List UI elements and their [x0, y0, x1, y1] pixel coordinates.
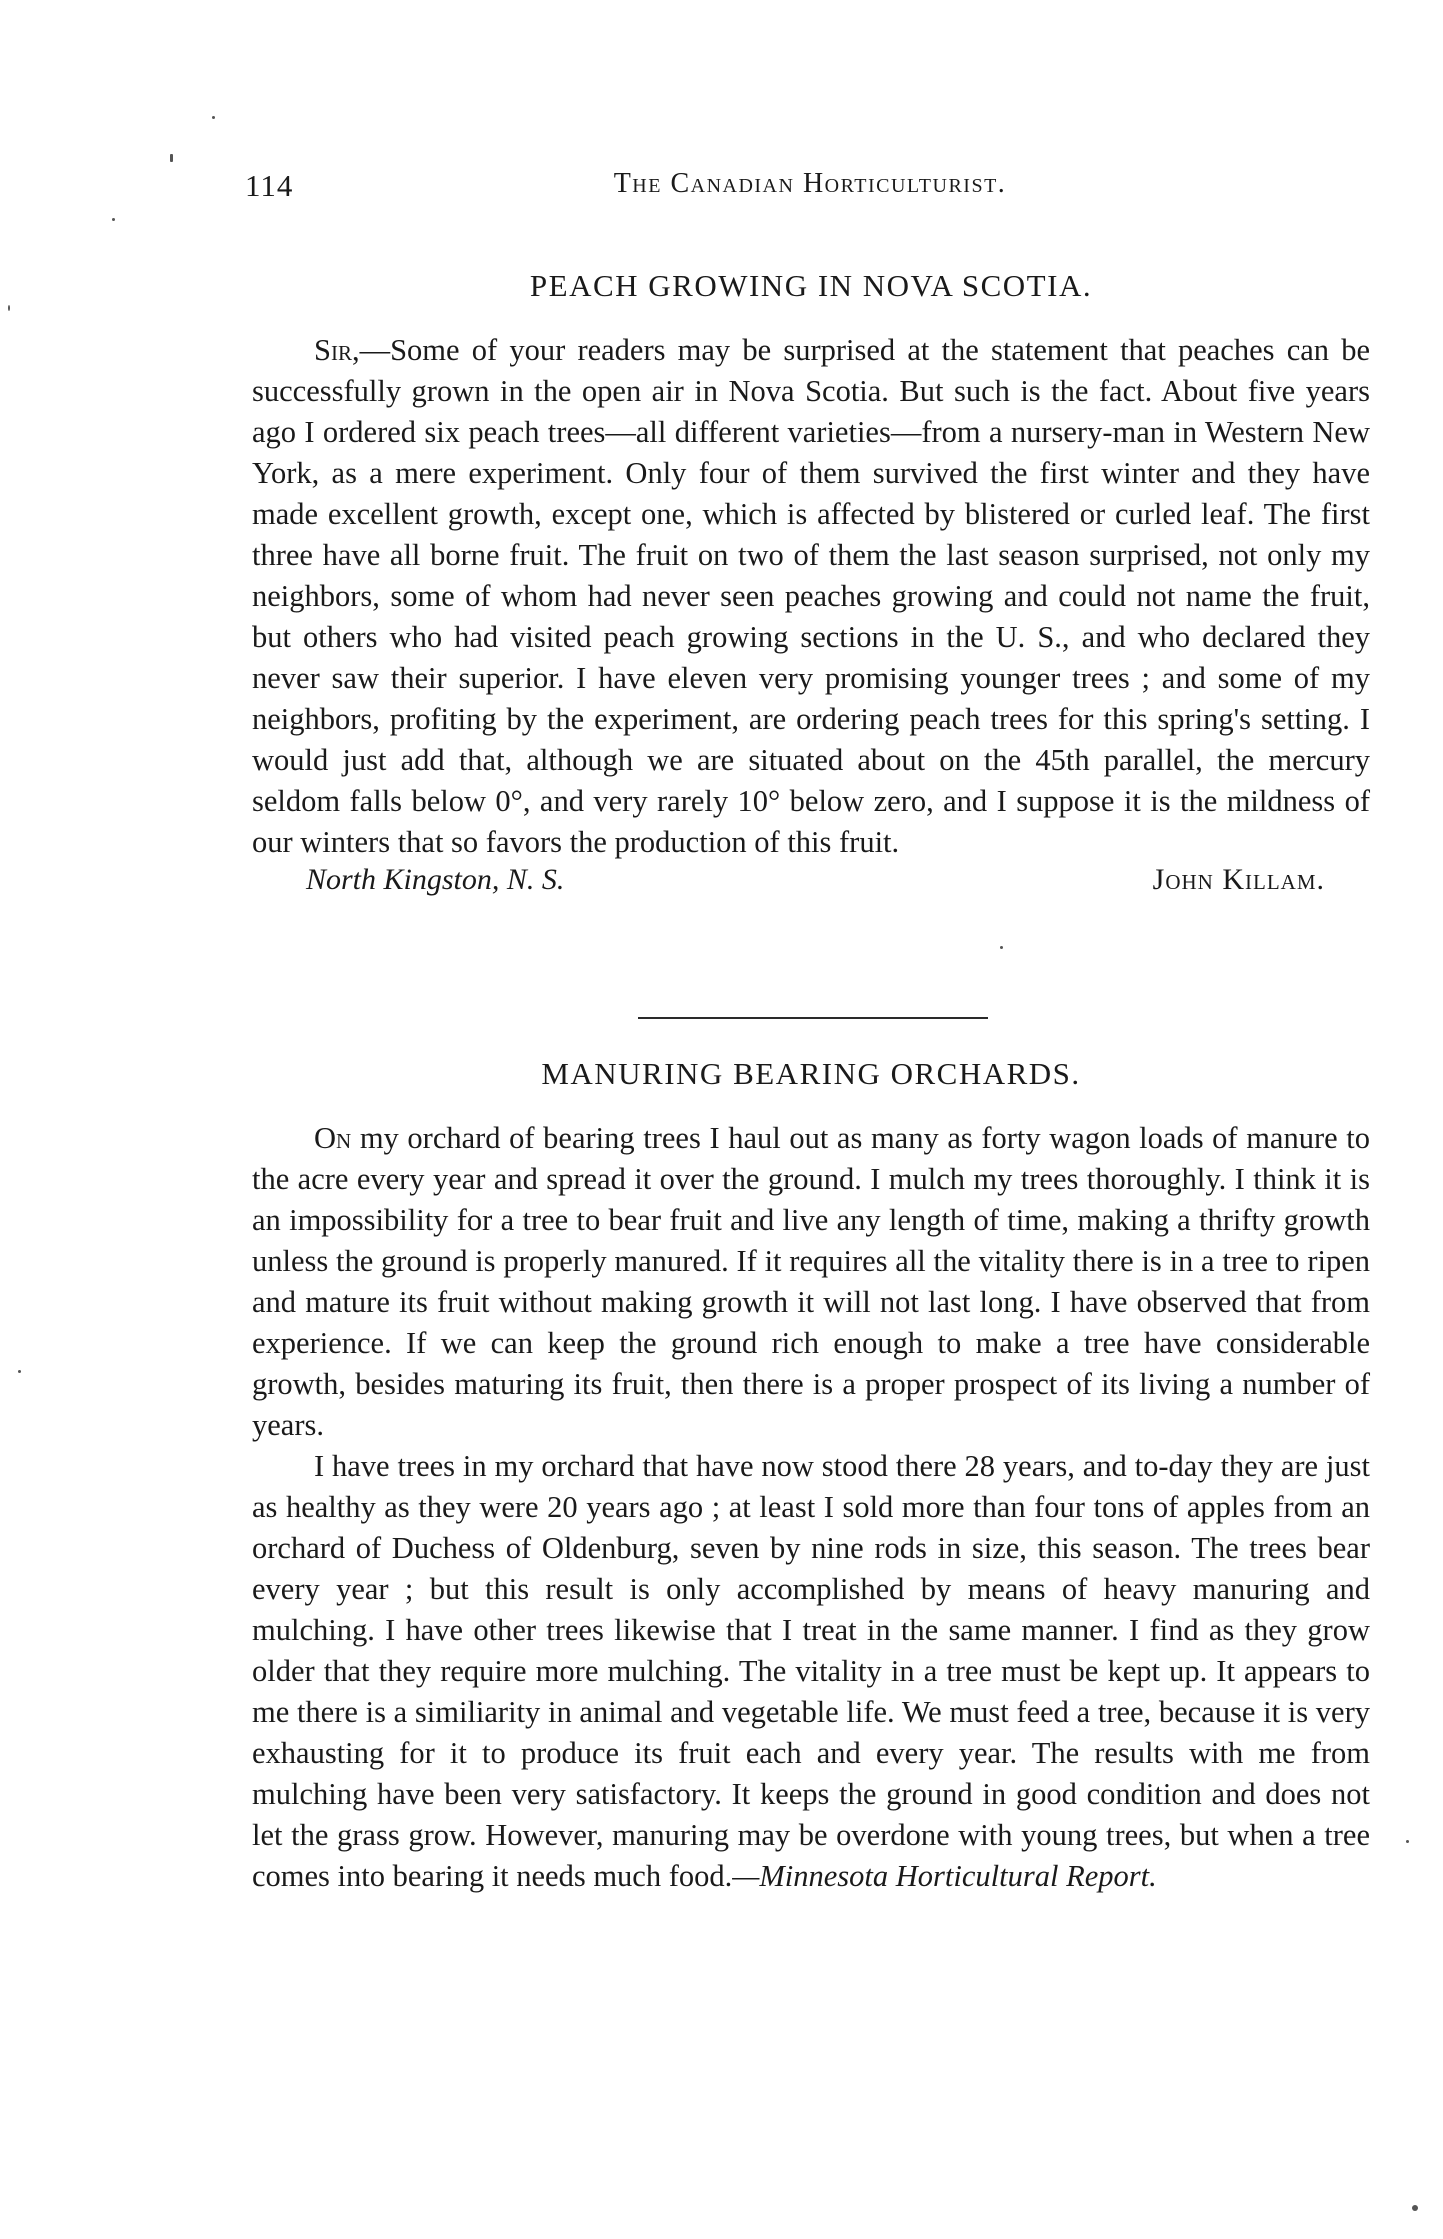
- article-peach-growing: [252, 268, 1370, 907]
- signature: [252, 863, 1370, 907]
- scan-speck: [18, 1370, 21, 1373]
- article-title: PEACH GROWING IN NOVA SCOTIA.: [529, 268, 1093, 303]
- signature-place: North Kingston, N. S.: [306, 863, 565, 896]
- lead-word: On: [314, 1121, 352, 1155]
- section-divider: [638, 1017, 988, 1019]
- scan-speck: [112, 218, 115, 221]
- source-citation: —Minnesota Horticultural Report.: [732, 1859, 1157, 1893]
- page-number: 114: [245, 168, 294, 203]
- scan-speck: [170, 154, 173, 162]
- paragraph: [252, 1446, 1370, 1897]
- scan-speck: [1412, 2205, 1418, 2211]
- body-text: —Some of your readers may be surprised at the statement that peaches can be successfully grown in the open air in Nova Scotia. But such is the fact. About five years ago I ordered six peach trees—all different varieties—from a nursery-man in Western New York, as a mere experiment. Only four of them survived the first winter and they have made excellent growth, except one, which is affected by blistered or curled leaf. The first three have all borne fruit. The fruit on two of them the last season surprised, not only my neighbors, some of whom had never seen peaches growing and could not name the fruit, but others who had visited peach growing sections in the U. S., and who declared they never saw their superior. I have eleven very promising younger trees ; and some of my neighbors, profiting by the experiment, are ordering peach trees for this spring's setting. I would just add that, although we are situated about on the 45th parallel, the mercury seldom falls below 0°, and very rarely 10° below zero, and I suppose it is the mildness of our winters that so favors the production of this fruit.: [252, 333, 1370, 859]
- scan-speck: [8, 305, 10, 311]
- paragraph: [252, 1118, 1370, 1446]
- article-title: MANURING BEARING ORCHARDS.: [541, 1056, 1081, 1091]
- scan-speck: [1406, 1840, 1409, 1843]
- signature-author: John Killam.: [1152, 863, 1325, 896]
- running-head: [245, 168, 1375, 208]
- scan-speck: [1000, 946, 1003, 949]
- salutation: Sir,: [314, 333, 360, 367]
- scan-speck: [212, 116, 215, 119]
- article-body: [252, 330, 1370, 863]
- paragraph-text: my orchard of bearing trees I haul out as many as forty wagon loads of manure to the acre every year and spread it over the ground. I mulch my trees thoroughly. I think it is an impossibility for a tree to bear fruit and live any length of time, making a thrifty growth unless the ground is properly manured. If it requires all the vitality there is in a tree to ripen and mature its fruit without making growth it will not last long. I have observed that from experience. If we can keep the ground rich enough to make a tree have considerable growth, besides maturing its fruit, then there is a proper prospect of its living a number of years.: [252, 1121, 1370, 1442]
- article-manuring-orchards: [252, 1056, 1370, 1897]
- paragraph-text: I have trees in my orchard that have now stood there 28 years, and to-day they are just as healthy as they were 20 years ago ; at least I sold more than four tons of apples from an orchard of Duchess of Oldenburg, seven by nine rods in size, this season. The trees bear every year ; but this result is only accomplished by means of heavy manuring and mulching. I have other trees likewise that I treat in the same manner. I find as they grow older that they require more mulching. The vitality in a tree must be kept up. It appears to me there is a similiarity in animal and vegetable life. We must feed a tree, because it is very exhausting for it to produce its fruit each and every year. The results with me from mulching have been very satisfactory. It keeps the ground in good condition and does not let the grass grow. However, manuring may be overdone with young trees, but when a tree comes into bearing it needs much food.: [252, 1449, 1370, 1893]
- journal-title: The Canadian Horticulturist.: [613, 168, 1007, 199]
